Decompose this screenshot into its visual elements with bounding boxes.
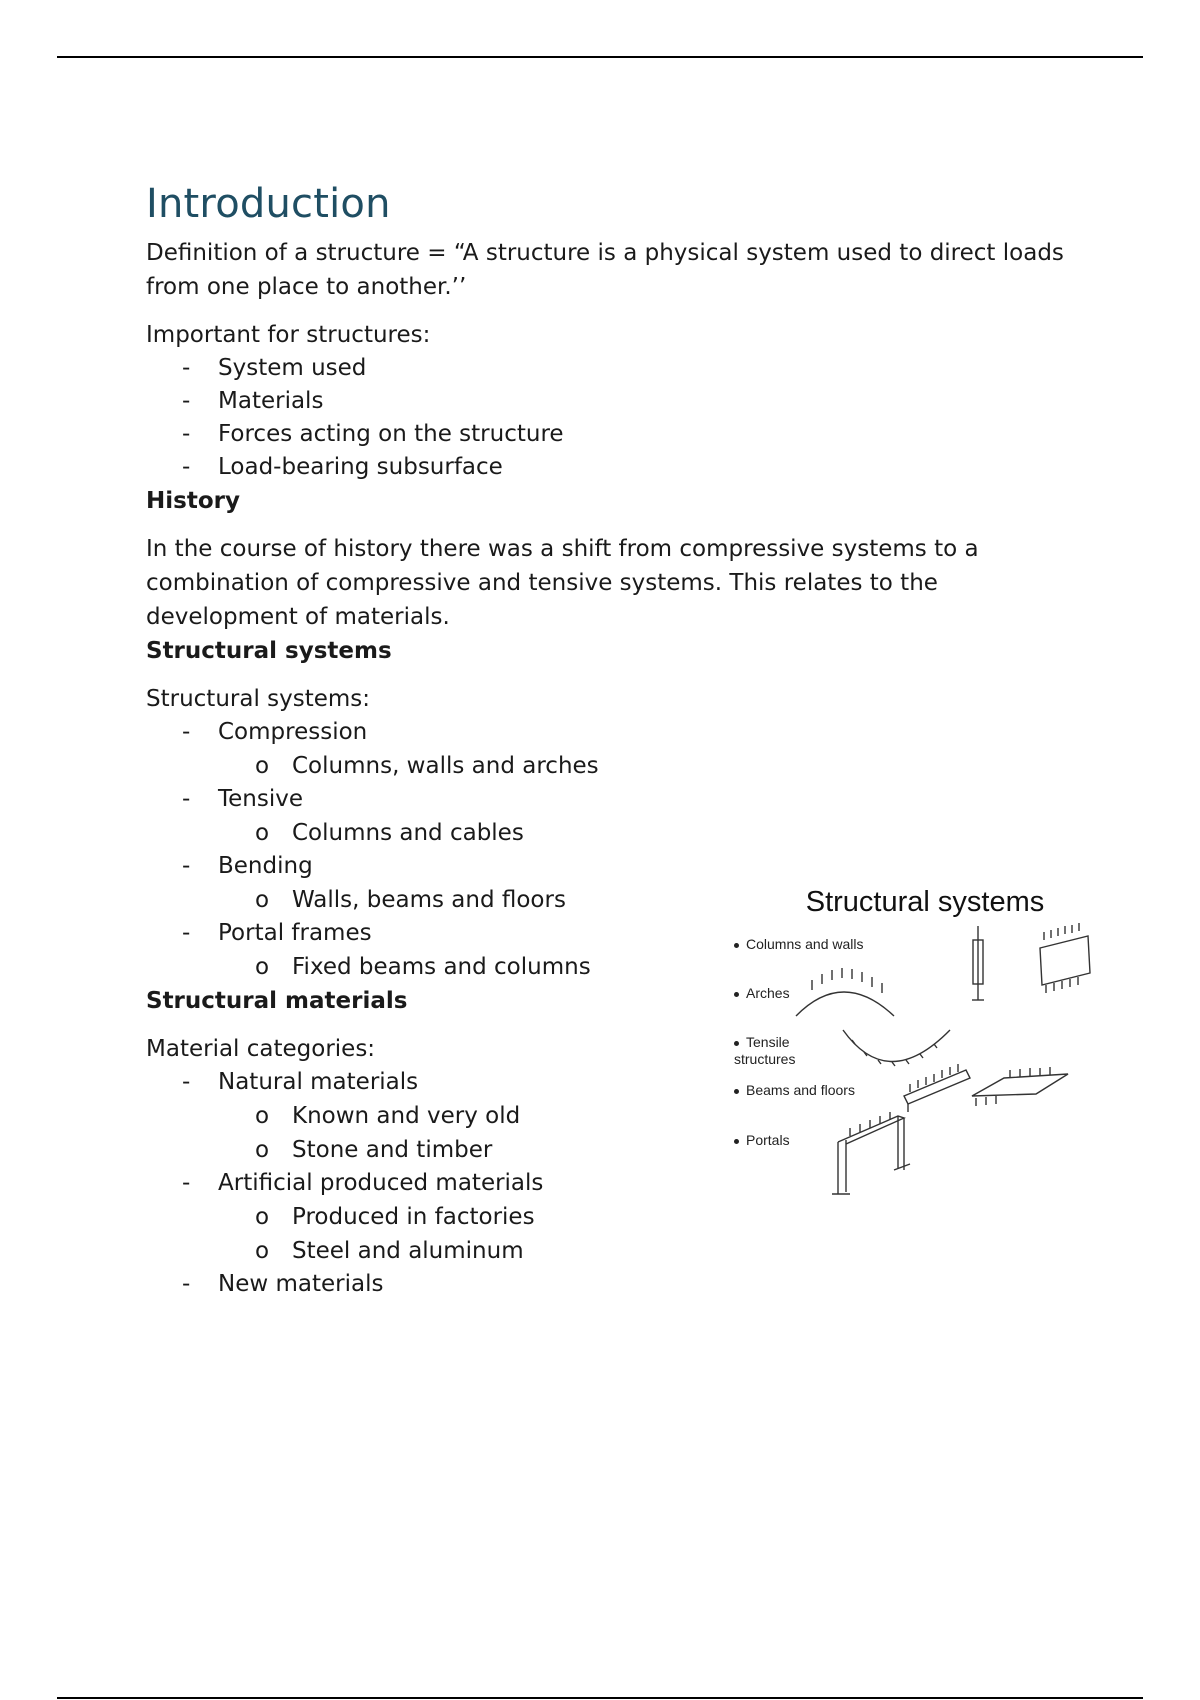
- systems-lead: Structural systems:: [146, 686, 371, 712]
- list-item: - System used: [182, 355, 367, 381]
- intro-heading: Introduction: [146, 181, 391, 227]
- wall-illustration: [1040, 923, 1090, 993]
- column-illustration: [972, 926, 984, 1000]
- definition-paragraph: Definition of a structure = “A structure is a physical system used to direct loads from one place to another.’’: [146, 240, 1064, 300]
- materials-heading: Structural materials: [146, 988, 408, 1014]
- figure-title: Structural systems: [805, 886, 1045, 918]
- list-item: - Compression o Columns, walls and arches: [146, 716, 1086, 783]
- sub-list-item: o Stone and timber: [255, 1137, 493, 1163]
- figure-label-columns: Columns and walls: [734, 936, 864, 953]
- list-item: - New materials: [182, 1271, 384, 1297]
- list-item: - Natural materials o Known and very old o Stone and timber: [146, 1066, 1086, 1167]
- history-heading: History: [146, 488, 240, 514]
- sub-list-item: o Walls, beams and floors: [255, 887, 566, 913]
- sub-list-item: o Columns, walls and arches: [255, 753, 599, 779]
- figure-label-portals: Portals: [734, 1132, 790, 1149]
- list-item: - Bending o Walls, beams and floors: [146, 850, 1086, 917]
- sub-list-item: o Columns and cables: [255, 820, 524, 846]
- history-paragraph: In the course of history there was a shift from compressive systems to a combination of compressive and tensive systems. This relates to the development of materials.: [146, 536, 979, 630]
- beam-illustration: [904, 1064, 970, 1112]
- figure-label-tensile: Tensile structures: [734, 1034, 796, 1067]
- list-item: - Tensive o Columns and cables: [146, 783, 1086, 850]
- list-item: - Load-bearing subsurface: [182, 454, 503, 480]
- materials-lead: Material categories:: [146, 1036, 376, 1062]
- important-list: [146, 352, 1086, 484]
- arch-illustration: [796, 968, 894, 1016]
- portal-illustration: [832, 1112, 910, 1194]
- header-rule: [57, 56, 1143, 58]
- tensile-illustration: [843, 1030, 950, 1066]
- important-lead: Important for structures:: [146, 322, 431, 348]
- sub-list-item: o Fixed beams and columns: [255, 954, 591, 980]
- list-item: - Artificial produced materials o Produced in factories o Steel and aluminum: [146, 1167, 1086, 1268]
- list-item: - Portal frames o Fixed beams and columns: [146, 917, 1086, 984]
- floor-illustration: [972, 1067, 1068, 1106]
- systems-heading: Structural systems: [146, 638, 392, 664]
- sub-list-item: o Known and very old: [255, 1103, 521, 1129]
- sub-list-item: o Steel and aluminum: [255, 1238, 524, 1264]
- structural-systems-figure: [728, 878, 1100, 1198]
- footer-rule: [57, 1697, 1143, 1699]
- figure-label-beams: Beams and floors: [734, 1082, 855, 1099]
- list-item: - Materials: [182, 388, 324, 414]
- structural-systems-drawing: [728, 878, 1100, 1198]
- figure-label-arches: Arches: [734, 985, 790, 1002]
- sub-list-item: o Produced in factories: [255, 1204, 535, 1230]
- list-item: - Forces acting on the structure: [182, 421, 564, 447]
